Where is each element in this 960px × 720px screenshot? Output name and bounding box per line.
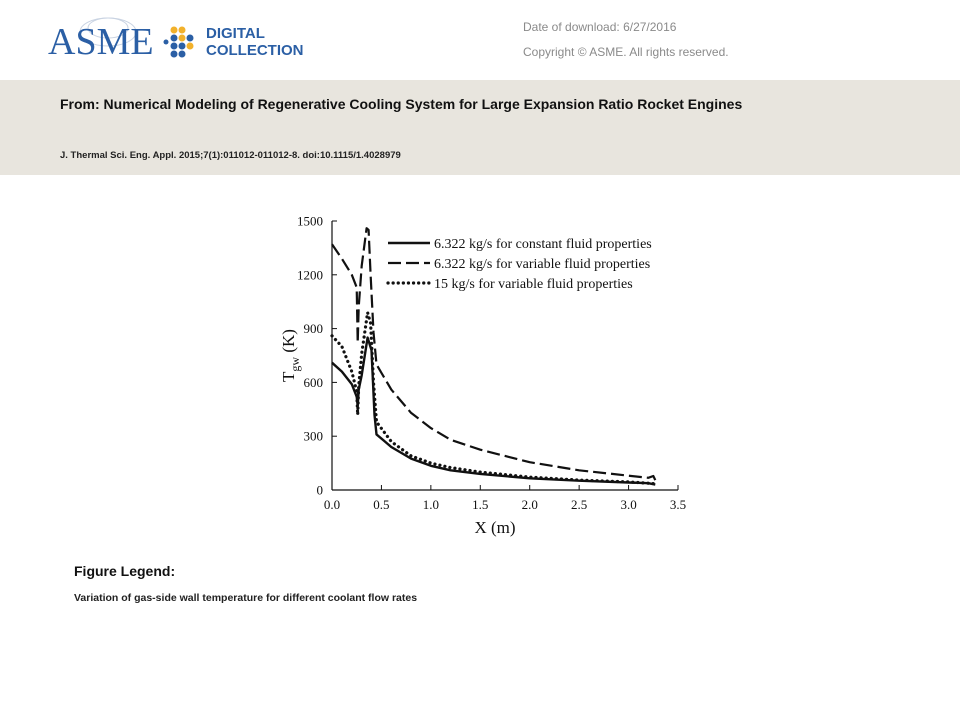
x-tick-label: 2.0 [521,497,538,512]
y-tick-label: 900 [303,321,323,337]
x-tick-label: 2.5 [571,497,588,512]
legend-label-1: 6.322 kg/s for constant fluid properties [434,237,652,252]
logo-asme-text: ASME [48,21,154,63]
y-axis-label: $T_{gw}$ (K) [279,329,302,382]
y-tick-label: 1500 [297,213,323,229]
x-tick-label: 3.0 [620,497,637,512]
y-tick-label: 600 [303,374,323,390]
logo-collection-text: COLLECTION [206,42,304,59]
figure-legend-title: Figure Legend: [74,563,176,579]
x-tick-label: 3.5 [669,497,687,512]
x-tick-label: 0.5 [373,497,390,512]
chart-legend [388,237,652,292]
article-info-band [0,80,960,175]
y-tick-label: 0 [316,482,323,498]
figure-legend-text: Variation of gas-side wall temperature for different coolant flow rates [74,592,418,604]
logo-dots-icon [164,27,194,58]
date-of-download: Date of download: 6/27/2016 [523,20,677,34]
wall-temperature-chart [262,200,702,560]
y-tick-label: 300 [303,428,323,444]
x-axis-label: X (m) [474,518,516,537]
copyright-notice: Copyright © ASME. All rights reserved. [523,45,729,59]
logo-digital-text: DIGITAL [206,25,265,42]
y-tick-label: 1200 [297,267,323,283]
article-citation: J. Thermal Sci. Eng. Appl. 2015;7(1):011012-011012-8. doi:10.1115/1.4028979 [60,150,401,161]
x-tick-label: 0.0 [323,497,341,512]
series-line-3 [332,313,655,484]
x-tick-label: 1.0 [422,497,439,512]
x-tick-label: 1.5 [472,497,489,512]
legend-label-3: 15 kg/s for variable fluid properties [434,277,633,292]
legend-label-2: 6.322 kg/s for variable fluid properties [434,257,651,272]
series-line-1 [332,338,655,485]
asme-digital-collection-logo [48,10,328,66]
article-title: From: Numerical Modeling of Regenerative Cooling System for Large Expansion Ratio Rocket Engines [60,96,743,112]
